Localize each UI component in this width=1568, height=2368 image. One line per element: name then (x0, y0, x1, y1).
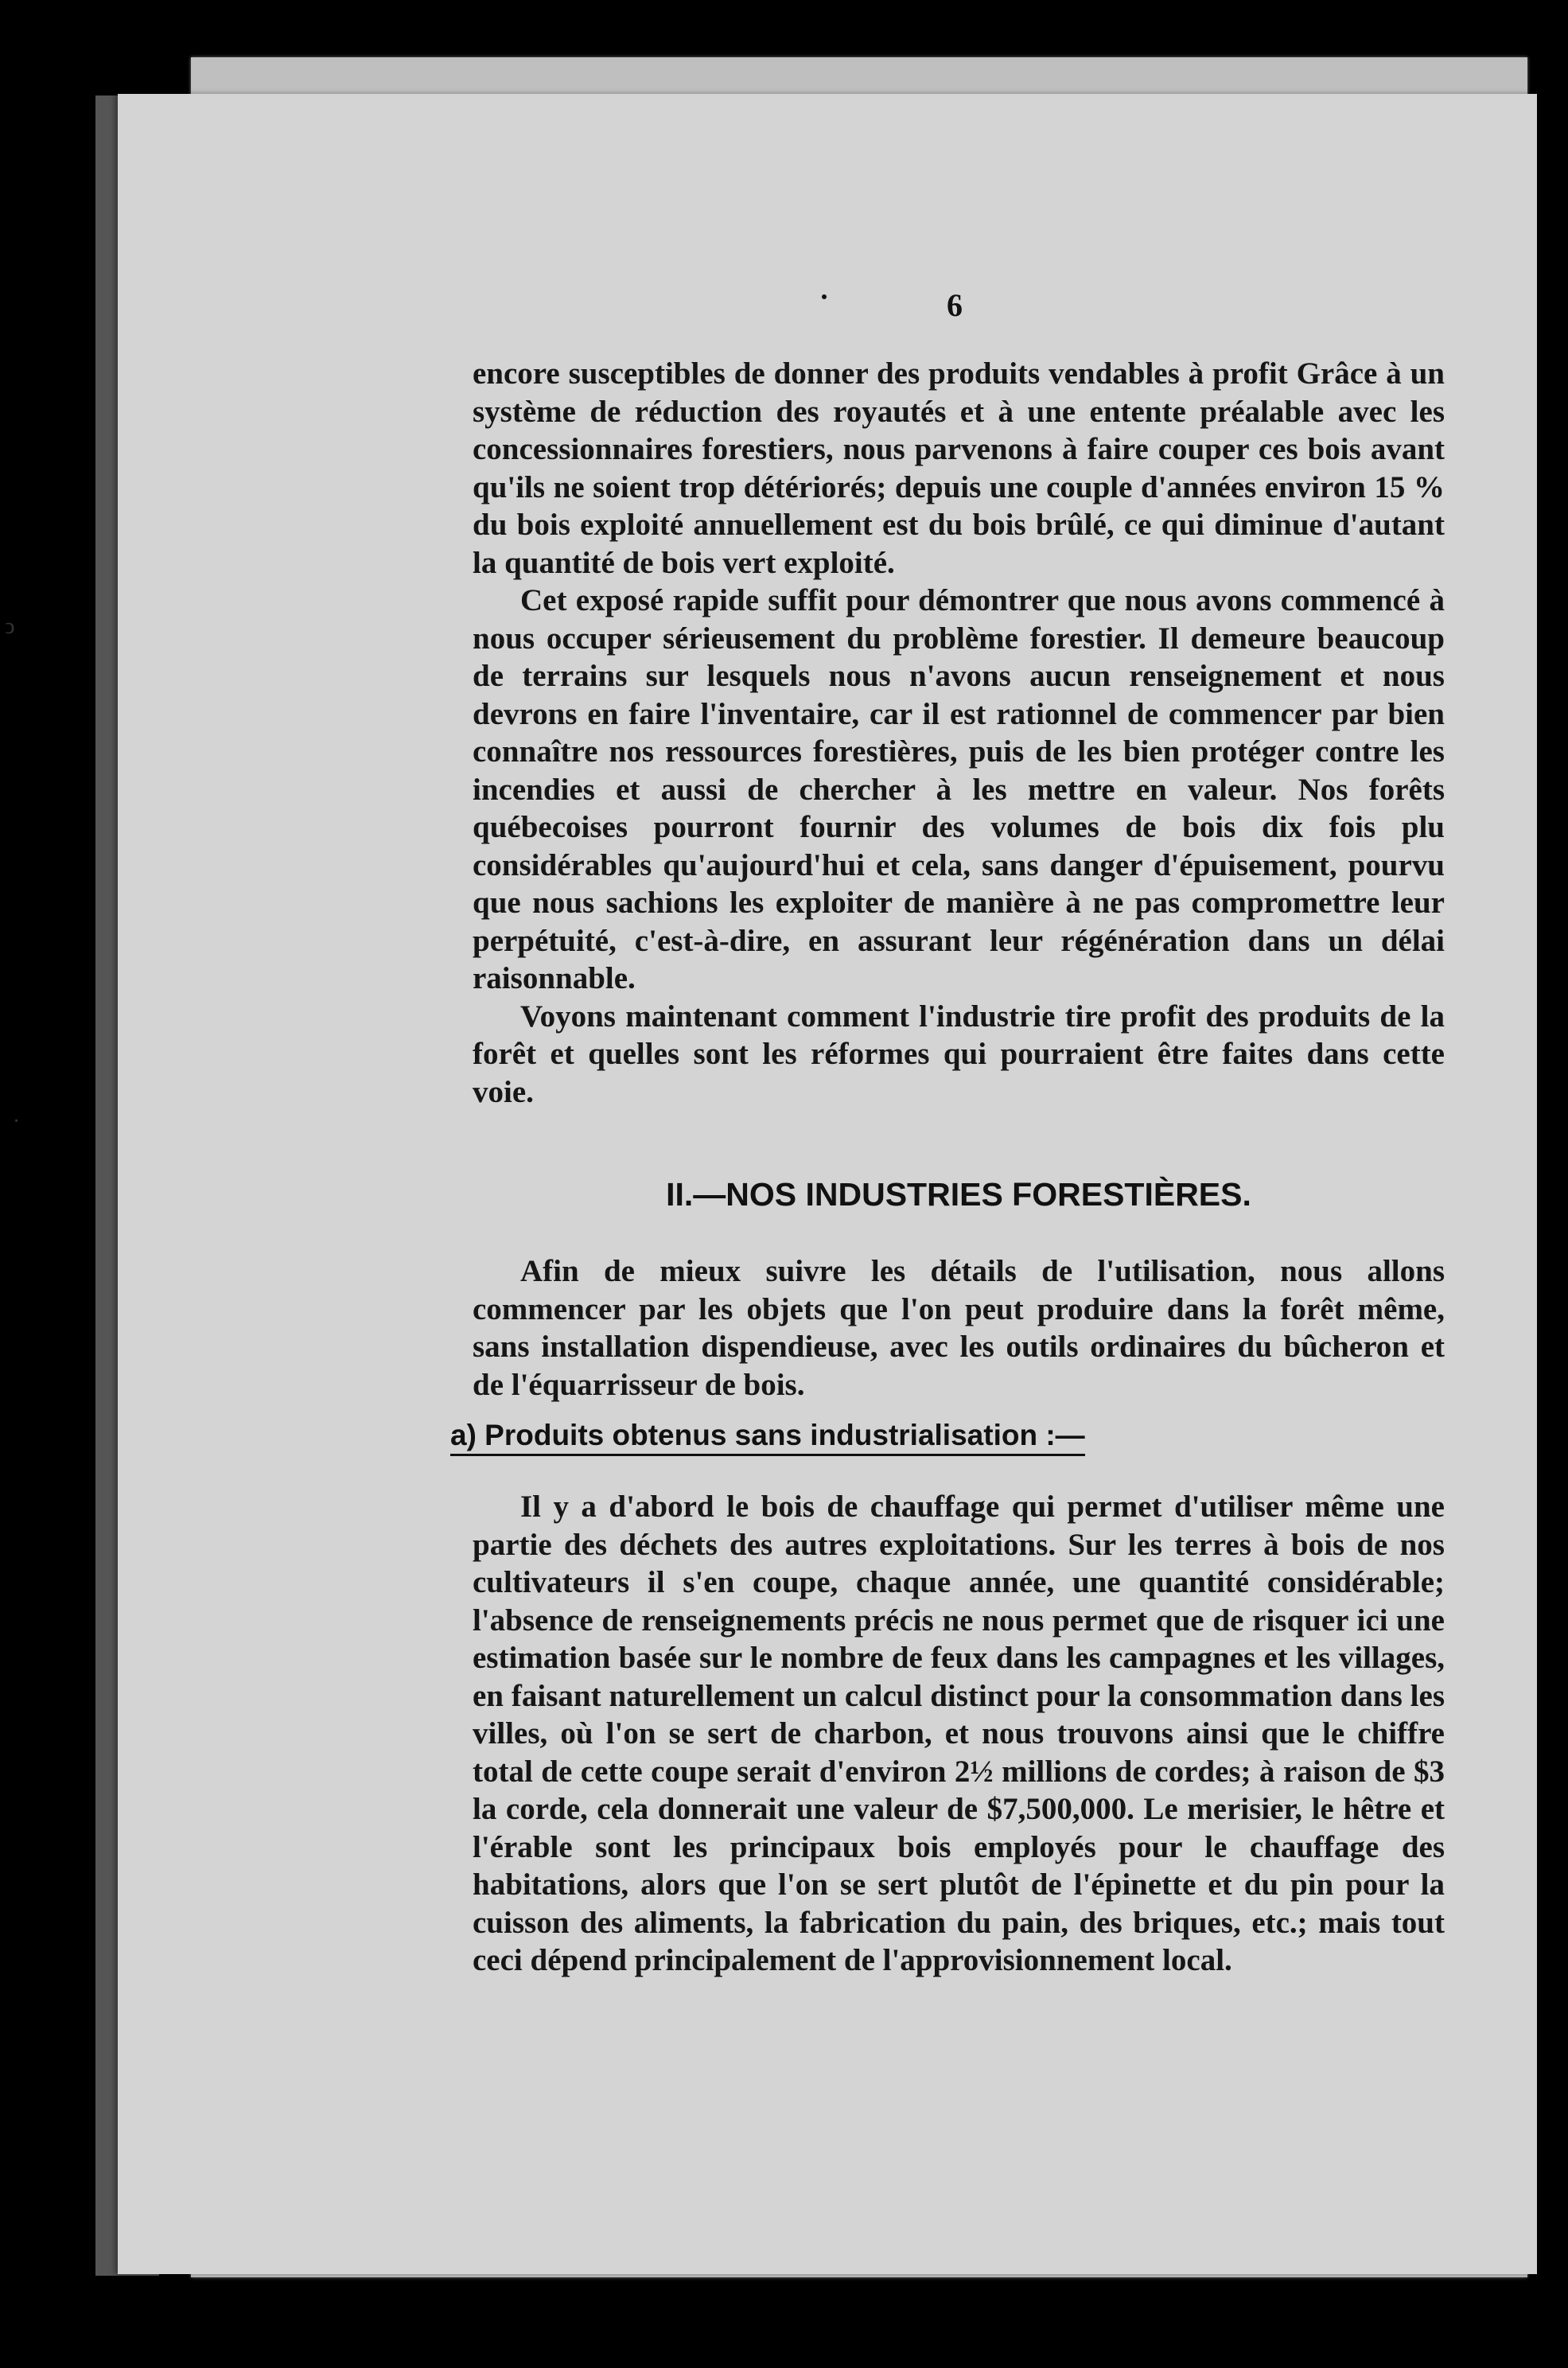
paragraph-4: Afin de mieux suivre les détails de l'utilisation, nous allons commencer par les objets que l'on peut produire dans la forêt même, sans installation dispendieuse, avec les outils ordinaires du bûcheron et de l'équarrisseur de bois. (473, 1254, 1445, 1402)
paragraph-3: Voyons maintenant comment l'industrie tire profit des produits de la forêt et quelles sont les réformes qui pourraient être faites dans cette voie. (473, 999, 1445, 1109)
text-block-3 (473, 1488, 1445, 1980)
paragraph-5: Il y a d'abord le bois de chauffage qui permet d'utiliser même une partie des déchets des autres exploitations. Sur les terres à bois de nos cultivateurs il s'en coupe, chaque année, une quantité considérable; l'absence de renseignements précis ne nous permet que de risquer ici une estimation basée sur le nombre de feux dans les campagnes et les villages, en faisant naturellement un calcul distinct pour la consommation dans les villes, où l'on se sert de charbon, et nous trouvons ainsi que le chiffre total de cette coupe serait d'environ 2½ millions de cordes; à raison de $3 la corde, cela donnerait une valeur de $7,500,000. Le merisier, le hêtre et l'érable sont les principaux bois employés pour le chauffage des habitations, alors que l'on se sert plutôt de l'épinette et du pin pour la cuisson des aliments, la fabrication du pain, des briques, etc.; mais tout ceci dépend principalement de l'approvisionnement local. (473, 1490, 1445, 1977)
paragraph-2: Cet exposé rapide suffit pour démontrer que nous avons commencé à nous occuper sérieusement du problème forestier. Il demeure beaucoup de terrains sur lesquels nous n'avons aucun renseignement et nous devrons en faire l'inventaire, car il est rationnel de commencer par bien connaître nos ressources forestières, puis de les bien protéger contre les incendies et aussi de chercher à les mettre en valeur. Nos forêts québecoises pourront fournir des volumes de bois dix fois plu considérables qu'aujourd'hui et cela, sans danger d'épuisement, pourvu que nous sachions les exploiter de manière à ne pas compromettre leur perpétuité, c'est-à-dire, en assurant leur régénération dans un délai raisonnable. (473, 583, 1445, 995)
ink-dot (822, 294, 827, 299)
text-block-2 (473, 1252, 1445, 1404)
margin-smudge: ↄ (5, 614, 15, 639)
text-block-1 (473, 355, 1445, 1111)
paragraph-1: encore susceptibles de donner des produits vendables à profit Grâce à un système de réduction des royautés et à une entente préalable avec les concessionnaires forestiers, nous parvenons à faire couper ces bois avant qu'ils ne soient trop détériorés; depuis une couple d'années environ 15 % du bois exploité annuellement est du bois brûlé, ce qui diminue d'autant la quantité de bois vert exploité. (473, 356, 1445, 580)
subsection-heading: a) Produits obtenus sans industrialisation :— (450, 1419, 1085, 1456)
page-number: 6 (947, 287, 963, 323)
section-heading: II.—NOS INDUSTRIES FORESTIÈRES. (666, 1176, 1251, 1213)
margin-smudge: · (13, 1109, 21, 1134)
